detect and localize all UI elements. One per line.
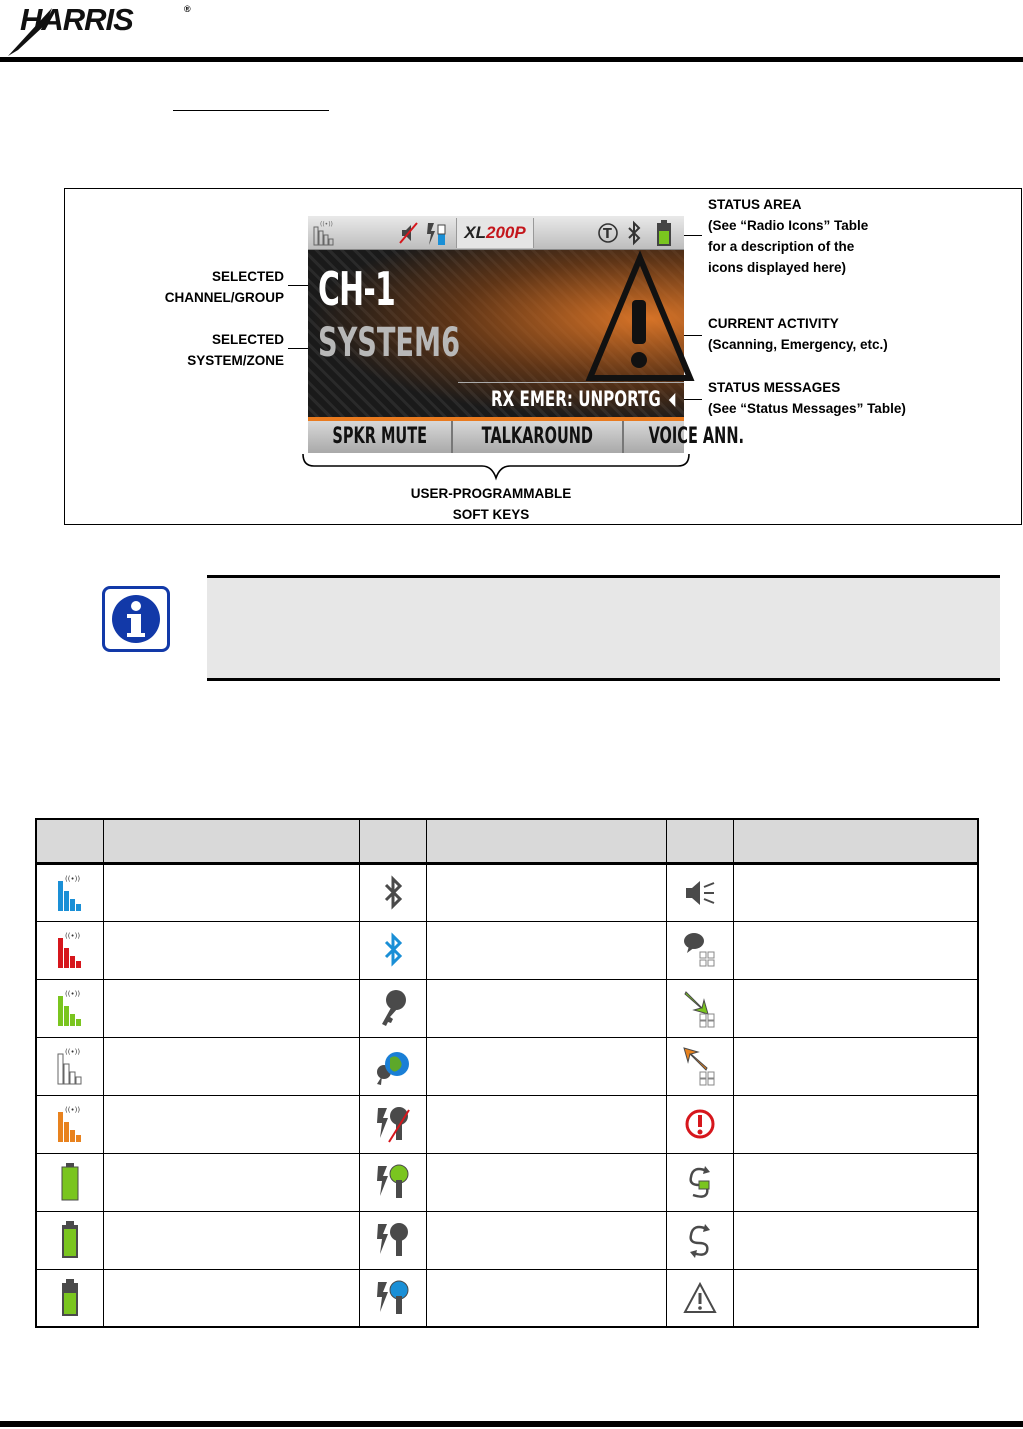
sync-check-icon [683,1163,717,1201]
svg-text:((•)): ((•)) [64,932,80,940]
softkey-spkr-mute[interactable] [308,421,451,453]
signal-green-icon [55,988,85,1028]
softkey-bar [308,421,745,453]
softkey-talkaround[interactable] [451,421,622,453]
info-note-icon [102,586,170,652]
radio-icons-table [35,818,979,1328]
brand-prefix: XL [464,223,487,242]
callout-line: for a description of the [708,239,855,254]
status-bar [308,216,684,250]
table-row [36,1211,978,1269]
svg-text:((•)): ((•)) [64,1048,80,1056]
signal-red-icon [55,930,85,970]
leader-line [684,235,702,236]
leader-line [684,335,702,336]
header-rule [0,57,1023,62]
leader-line [684,399,702,400]
callout-line: SOFT KEYS [452,507,530,522]
section-title-underline [173,110,329,111]
harris-logo [6,2,206,58]
header-cell [103,819,359,863]
callout-line: SYSTEM/ZONE [187,353,284,368]
radio-display [308,216,745,453]
battery-high-icon [60,1220,80,1260]
signal-strength-icon [312,219,338,247]
callout-line: CURRENT ACTIVITY [708,316,839,331]
table-row [36,1037,978,1095]
header-cell [426,819,666,863]
talkaround-icon [597,222,619,244]
logo-text: HARRIS [20,2,133,37]
svg-text:((•)): ((•)) [64,874,80,883]
signal-orange-icon [55,1104,85,1144]
table-row [36,1269,978,1327]
callout-soft-keys [400,483,582,525]
key-strike-icon [375,1104,411,1144]
note-box [207,575,1000,681]
svg-text:((•)): ((•)) [64,990,80,998]
callout-line: (See “Radio Icons” Table [708,218,869,233]
callout-status-area [708,194,868,278]
battery-icon [656,220,672,247]
orange-arrow-grid-icon [682,1046,718,1086]
header-cell [733,819,978,863]
callout-line: (See “Status Messages” Table) [708,401,906,416]
callout-line: (Scanning, Emergency, etc.) [708,337,888,352]
table-row [36,979,978,1037]
callout-selected-channel [152,266,284,308]
bluetooth-gray-icon [381,875,405,911]
signal-white-icon [55,1046,85,1086]
table-row [36,1095,978,1153]
svg-text:((•)): ((•)) [64,1106,80,1114]
footer-rule [0,1421,1023,1427]
table-row [36,1153,978,1211]
brand-model: 200P [486,223,526,242]
callout-status-messages [708,377,906,419]
encryption-status-icon [426,221,448,247]
softkey-label: SPKR MUTE [332,424,428,449]
sync-icon [683,1221,717,1259]
speaker-icon [683,877,717,909]
callout-line: SELECTED [211,269,284,284]
header-cell [666,819,733,863]
svg-text:((•)): ((•)) [320,221,333,228]
key-green-icon [375,1162,411,1202]
header-cell [359,819,426,863]
key-blue-icon [375,1278,411,1318]
callout-line: USER-PROGRAMMABLE [410,486,572,501]
svg-text:T: T [603,227,612,242]
table-row [36,921,978,979]
table-row [36,863,978,921]
message-grid-icon [682,930,718,970]
selected-system: SYSTEM6 [318,320,461,366]
bluetooth-blue-icon [381,932,405,968]
callout-line: CHANNEL/GROUP [164,290,284,305]
callout-line: SELECTED [211,332,284,347]
current-activity-warning-icon [570,250,684,384]
status-message-rule [458,382,684,383]
leader-line [288,348,308,349]
warning-icon [682,1281,718,1315]
softkey-label: TALKAROUND [482,424,594,449]
key-gray-icon [376,988,410,1028]
header-cell [36,819,103,863]
bluetooth-icon [626,221,642,245]
radio-brand-label [456,218,534,248]
logo-registered-mark: ® [184,4,191,14]
table-header-row [36,819,978,863]
battery-mid-icon [60,1278,80,1318]
callout-line: icons displayed here) [708,260,847,275]
status-message-arrow-icon [667,392,676,408]
status-message [491,387,676,411]
green-arrow-grid-icon [682,988,718,1028]
softkey-voice-ann[interactable] [622,421,769,453]
callout-current-activity [708,313,888,355]
key-globe-icon [374,1046,412,1086]
key-dark-icon [375,1220,411,1260]
callout-line: STATUS MESSAGES [708,380,841,395]
softkey-label: VOICE ANN. [648,424,745,449]
selected-channel: CH-1 [318,262,396,316]
speaker-muted-icon [400,223,418,243]
soft-keys-brace [300,452,692,482]
battery-full-icon [60,1162,80,1202]
leader-line [288,285,308,286]
emergency-alert-icon [683,1107,717,1141]
callout-line: STATUS AREA [708,197,802,212]
callout-selected-system [152,329,284,371]
signal-blue-icon [55,873,85,913]
status-message-text: RX EMER: UNPORTG [490,387,661,411]
